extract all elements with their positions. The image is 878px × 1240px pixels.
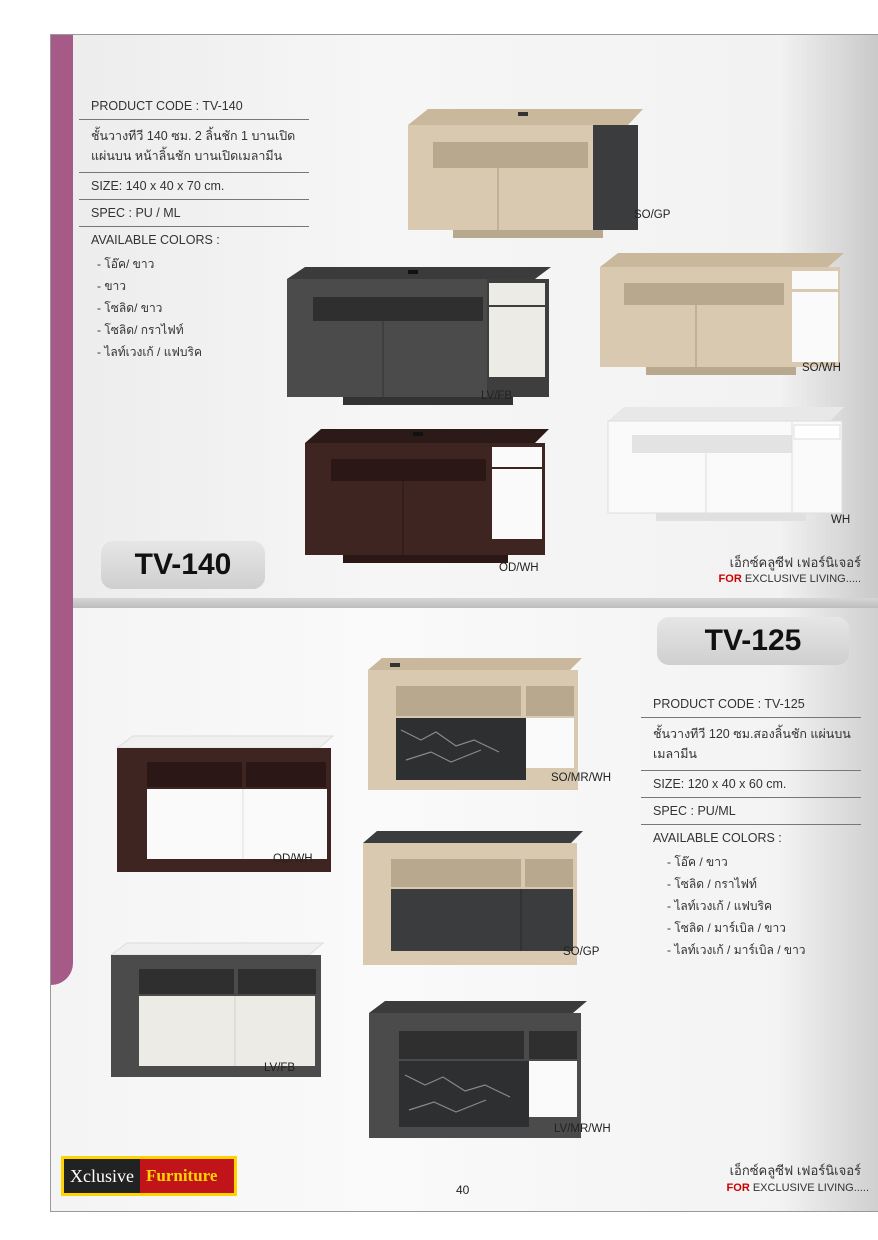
tv125-color-item: - โซลิด / มาร์เบิล / ขาว	[667, 921, 786, 935]
tv140-product-wh	[606, 401, 846, 526]
tagline-rest: EXCLUSIVE LIVING.....	[744, 573, 861, 585]
tv140-size: SIZE: 140 x 40 x 70 cm.	[79, 173, 309, 200]
tv125-caption-lv-fb: LV/FB	[264, 1062, 296, 1074]
tv140-caption-so-gp: SO/GP	[634, 209, 671, 221]
tv140-caption-wh: WH	[831, 514, 851, 526]
tv125-colors-title: AVAILABLE COLORS :	[653, 831, 782, 845]
tv140-colors	[79, 227, 309, 363]
tv140-color-item: - ไลท์เวงเก้ / แฟบริค	[97, 345, 203, 359]
logo-part-furniture: Furniture	[140, 1159, 234, 1193]
tv125-color-item: - ไลท์เวงเก้ / แฟบริค	[667, 899, 773, 913]
tv140-colors-title: AVAILABLE COLORS :	[91, 233, 220, 247]
tv125-model-badge: TV-125	[657, 617, 849, 665]
tv125-caption-od-wh: OD/WH	[273, 853, 313, 865]
tv140-spec-block	[79, 93, 309, 363]
tv140-product-so-wh	[596, 247, 846, 377]
tv140-color-item: - โซลิด/ ขาว	[97, 301, 163, 315]
brand-tagline-top	[611, 573, 861, 585]
tv140-product-so-gp	[403, 97, 643, 242]
tv140-caption-so-wh: SO/WH	[802, 362, 841, 374]
tv140-model-badge: TV-140	[101, 541, 265, 589]
tv125-caption-so-gp: SO/GP	[563, 946, 600, 958]
catalog-page	[50, 34, 878, 1212]
tv125-caption-so-mr-wh: SO/MR/WH	[551, 772, 612, 784]
tv140-color-item: - โซลิด/ กราไฟท์	[97, 323, 184, 337]
tagline-for: FOR	[718, 573, 742, 585]
tagline-rest: EXCLUSIVE LIVING.....	[752, 1182, 869, 1194]
tv140-caption-lv-fb: LV/FB	[481, 390, 513, 402]
tv140-spec: SPEC : PU / ML	[79, 200, 309, 227]
brand-thai-name-bottom: เอ็กซ์คลูซีฟ เฟอร์นิเจอร์	[729, 1163, 861, 1178]
tv125-colors	[641, 825, 861, 961]
tv125-product-lv-fb	[107, 939, 327, 1081]
brand-thai-name-top: เอ็กซ์คลูซีฟ เฟอร์นิเจอร์	[729, 555, 861, 570]
tv125-spec-block	[641, 691, 861, 961]
tv125-color-item: - ไลท์เวงเก้ / มาร์เบิล / ขาว	[667, 943, 806, 957]
tv140-product-lv-fb	[283, 257, 553, 407]
tv140-product-code: PRODUCT CODE : TV-140	[79, 93, 309, 120]
tv140-caption-od-wh: OD/WH	[499, 562, 539, 574]
tv125-product-code: PRODUCT CODE : TV-125	[641, 691, 861, 718]
tv125-color-item: - โอ๊ค / ขาว	[667, 855, 728, 869]
tv140-description: ชั้นวางทีวี 140 ซม. 2 ลิ้นชัก 1 บานเปิด แผ่นบน หน้าลิ้นชัก บานเปิดเมลามีน	[79, 120, 309, 173]
section-divider	[51, 598, 878, 608]
accent-bar	[51, 35, 73, 985]
tv125-product-so-gp	[361, 825, 586, 970]
tv125-size: SIZE: 120 x 40 x 60 cm.	[641, 771, 861, 798]
brand-tagline-bottom	[611, 1182, 869, 1194]
brand-logo	[61, 1156, 237, 1196]
tv140-product-od-wh	[303, 423, 553, 565]
tv140-color-item: - ขาว	[97, 279, 127, 293]
tv125-description: ชั้นวางทีวี 120 ซม.สองลิ้นชัก แผ่นบนเมลามีน	[641, 718, 861, 771]
tv125-caption-lv-mr-wh: LV/MR/WH	[554, 1123, 611, 1135]
tv125-spec: SPEC : PU/ML	[641, 798, 861, 825]
page-number: 40	[456, 1183, 470, 1197]
tv125-color-item: - โซลิด / กราไฟท์	[667, 877, 757, 891]
tv140-color-item: - โอ๊ค/ ขาว	[97, 257, 155, 271]
logo-part-xclusive: Xclusive	[64, 1159, 140, 1193]
tagline-for: FOR	[726, 1182, 750, 1194]
